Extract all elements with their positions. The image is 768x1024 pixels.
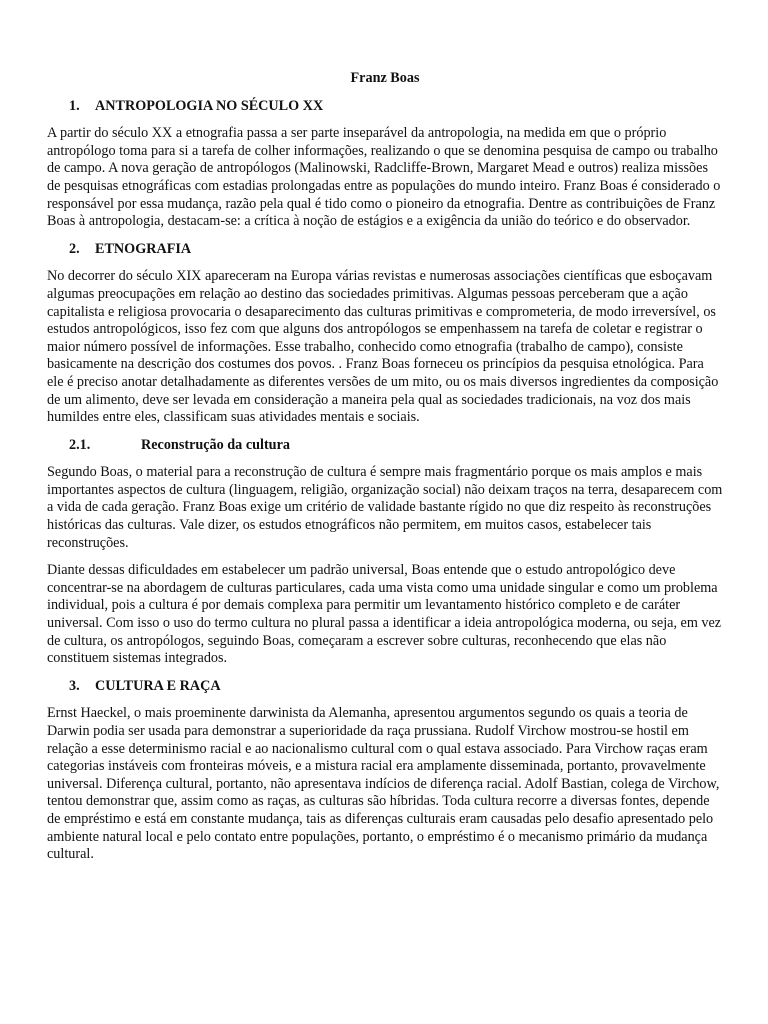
- paragraph: No decorrer do século XIX apareceram na Europa várias revistas e numerosas associações científicas que esboçavam algumas preocupações em relação ao destino das sociedades primitivas. Algumas pessoas perceberam que a ação capitalista e religiosa provocaria o desaparecimento das culturas primitivas e comprometeria, de modo irreversível, os estudos antropológicos, isso fez com que alguns dos antropólogos se empenhassem na tarefa de coletar e registrar o maior número possível de informações. Esse trabalho, conhecido como etnografia (trabalho de campo), consiste basicamente na descrição dos costumes dos povos. . Franz Boas forneceu os princípios da pesquisa etnológica. Para ele é preciso anotar detalhadamente as diferentes versões de um mito, ou os mais diversos ingredientes da composição de um alimento, deve ser levada em consideração a maneira pela qual as sociedades tradicionais, na voz dos mais humildes entre eles, classificam suas atividades mentais e sociais.: [47, 268, 719, 426]
- document-title: Franz Boas: [350, 70, 420, 86]
- section-heading: [47, 241, 723, 259]
- paragraph: Ernst Haeckel, o mais proeminente darwinista da Alemanha, apresentou argumentos segundo os quais a teoria de Darwin podia ser usada para demonstrar a superioridade da raça prussiana. Rudolf Virchow mostrou-se hostil em relação a esse determinismo racial e ao nacionalismo cultural com o qual estava associado. Para Virchow raças eram categorias instáveis com fronteiras móveis, e a mistura racial era amplamente disseminada, portanto, provavelmente universal. Diferença cultural, portanto, não apresentava indícios de diferença racial. Adolf Bastian, colega de Virchow, tentou demonstrar que, assim como as raças, as culturas são híbridas. Toda cultura recorre a diversas fontes, depende de empréstimo e está em constante mudança, tais as diferenças culturais eram causadas pelo desafio apresentado pelo ambiente natural local e pelo contato entre populações, portanto, o empréstimo é o mecanismo primário da mudança cultural.: [47, 705, 720, 863]
- section-number: 2.: [69, 240, 80, 257]
- section-number: 2.1.: [69, 436, 91, 453]
- section-title: ANTROPOLOGIA NO SÉCULO XX: [95, 97, 324, 114]
- section-number: 3.: [69, 677, 80, 694]
- section-heading: [47, 98, 723, 116]
- section-title: CULTURA E RAÇA: [95, 677, 221, 694]
- document-page: [47, 70, 723, 874]
- section-heading: [47, 678, 723, 696]
- subsection-heading: [47, 437, 723, 455]
- section-title: ETNOGRAFIA: [95, 240, 192, 257]
- paragraph: Diante dessas dificuldades em estabelecer um padrão universal, Boas entende que o estudo antropológico deve concentrar-se na abordagem de culturas particulares, cada uma vista como uma unidade singular e como um problema individual, pois a cultura é por demais complexa para permitir um levantamento histórico completo e de caráter universal. Com isso o uso do termo cultura no plural passa a identificar a ideia antropológica moderna, ou seja, em vez de cultura, os antropólogos, seguindo Boas, começaram a escrever sobre culturas, reconhecendo que elas não constituem sistemas integrados.: [47, 562, 722, 667]
- section-title: Reconstrução da cultura: [141, 436, 290, 453]
- paragraph: A partir do século XX a etnografia passa a ser parte inseparável da antropologia, na medida em que o próprio antropólogo toma para si a tarefa de colher informações, realizando o que se denomina pesquisa de campo ou trabalho de campo. A nova geração de antropólogos (Malinowski, Radcliffe-Brown, Margaret Mead e outros) realiza missões de pesquisas etnográficas com estadias prolongadas entre as populações do mundo inteiro. Franz Boas é considerado o responsável por essa mudança, razão pela qual é tido como o pioneiro da etnografia. Dentre as contribuições de Franz Boas à antropologia, destacam-se: a crítica à noção de estágios e a exigência da união do teórico e do observador.: [47, 125, 721, 230]
- section-number: 1.: [69, 97, 80, 114]
- paragraph: Segundo Boas, o material para a reconstrução de cultura é sempre mais fragmentário porque os mais amplos e mais importantes aspectos de cultura (linguagem, religião, organização social) não deixam traços na terra, desaparecem com a vida de cada geração. Franz Boas exige um critério de validade bastante rígido no que diz respeito às reconstruções históricas das culturas. Vale dizer, os estudos etnográficos não permitem, em muitos casos, estabelecer tais reconstruções.: [47, 464, 723, 551]
